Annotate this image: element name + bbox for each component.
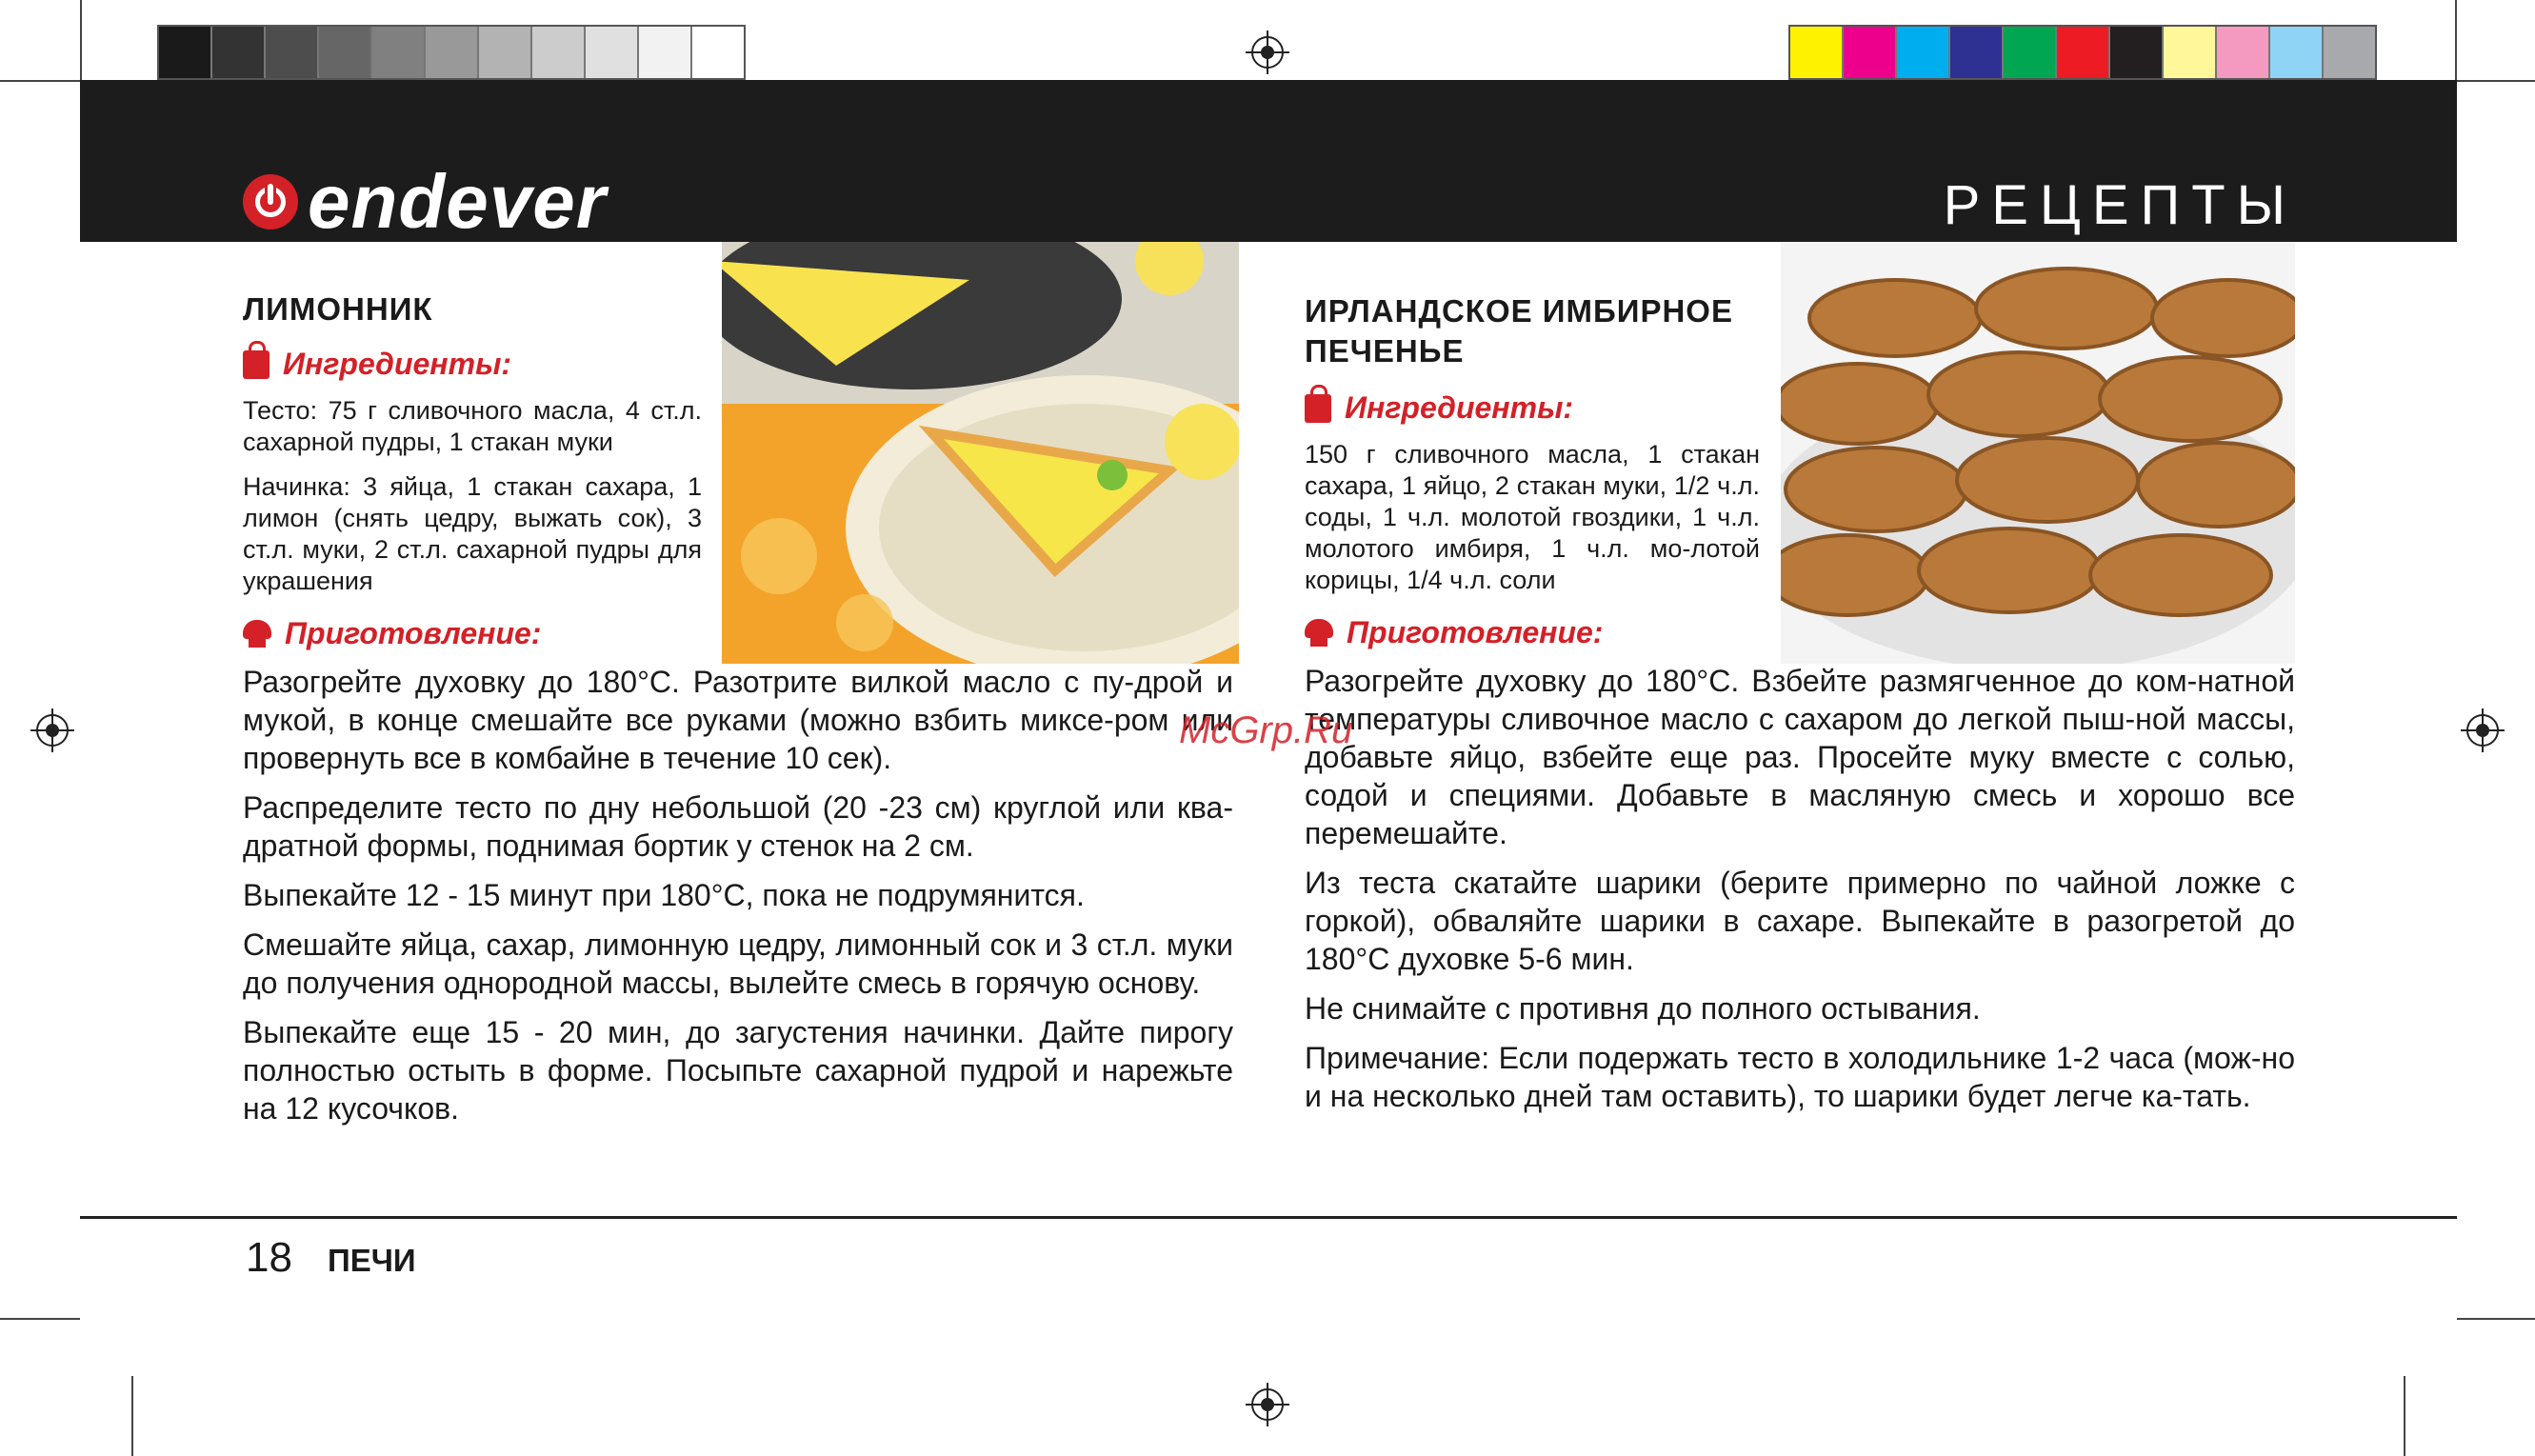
registration-mark-left bbox=[36, 714, 69, 747]
ingredients-heading-label: Ингредиенты: bbox=[283, 347, 512, 381]
crop-mark bbox=[2455, 0, 2457, 80]
color-swatch bbox=[479, 27, 532, 78]
right-recipe bbox=[1305, 291, 2295, 1115]
color-swatch-bar bbox=[1788, 25, 2377, 80]
color-swatch bbox=[1897, 27, 1950, 78]
recipe-title: ЛИМОННИК bbox=[243, 291, 433, 327]
color-swatch bbox=[159, 27, 212, 78]
color-swatch bbox=[2004, 27, 2057, 78]
crop-mark bbox=[131, 1376, 133, 1456]
shopping-bag-icon bbox=[1305, 394, 1331, 423]
page-number: 18 bbox=[246, 1234, 292, 1281]
brand-logo bbox=[243, 159, 607, 244]
preparation-heading bbox=[243, 616, 1233, 651]
color-swatch bbox=[372, 27, 426, 78]
step-text: Смешайте яйца, сахар, лимонную цедру, лимонный сок и 3 ст.л. муки до получения однородной массы, вылейте смесь в горячую основу. bbox=[243, 927, 1233, 1000]
step-text: Примечание: Если подержать тесто в холодильнике 1-2 часа (мож-но и на несколько дней там оставить), то шарики будет легче ка-тать. bbox=[1305, 1041, 2295, 1113]
crop-mark bbox=[2457, 1318, 2535, 1320]
chef-hat-icon bbox=[1305, 619, 1333, 648]
color-swatch bbox=[532, 27, 586, 78]
ingredients-list: 150 г сливочного масла, 1 стакан сахара, 1 яйцо, 2 стакан муки, 1/2 ч.л. соды, 1 ч.л. молотой гвоздики, 1 ч.л. молотого имбиря, 1 ч.л. мо-лотой корицы, 1/4 ч.л. соли bbox=[1305, 440, 1760, 594]
color-swatch bbox=[2217, 27, 2270, 78]
ingredients-dough: Тесто: 75 г сливочного масла, 4 ст.л. сахарной пудры, 1 стакан муки bbox=[243, 396, 702, 456]
step-text: Разогрейте духовку до 180°С. Разотрите вилкой масло с пу-дрой и мукой, в конце смешайте все руками (можно взбить миксе-ром или провернуть все в комбайне в течение 10 сек). bbox=[243, 665, 1233, 775]
color-swatch bbox=[426, 27, 479, 78]
power-icon bbox=[243, 174, 298, 229]
preparation-heading-label: Приготовление: bbox=[285, 616, 542, 650]
watermark: McGrp.Ru bbox=[1179, 709, 1353, 751]
preparation-heading bbox=[1305, 615, 2295, 650]
ingredients-heading bbox=[1305, 390, 2295, 426]
recipe-title: ИРЛАНДСКОЕ ИМБИРНОЕ ПЕЧЕНЬЕ bbox=[1305, 293, 1733, 369]
crop-mark bbox=[0, 80, 80, 82]
color-swatch bbox=[319, 27, 372, 78]
color-swatch bbox=[1790, 27, 1844, 78]
shopping-bag-icon bbox=[243, 350, 269, 379]
crop-mark bbox=[0, 1318, 80, 1320]
logo-text: endever bbox=[308, 159, 607, 244]
crop-mark bbox=[2404, 1376, 2405, 1456]
color-swatch bbox=[1844, 27, 1897, 78]
color-swatch bbox=[586, 27, 639, 78]
step-text: Разогрейте духовку до 180°С. Взбейте размягченное до ком-натной температуры сливочное масло с сахаром до легкой пыш-ной массы, добавьте яйцо, взбейте еще раз. Просейте муку вместе с солью, содой и специями. Добавьте в масляную смесь и хорошо все перемешайте. bbox=[1305, 664, 2295, 850]
ingredients-heading-label: Ингредиенты: bbox=[1345, 390, 1574, 425]
chef-hat-icon bbox=[243, 620, 271, 648]
color-swatch bbox=[2110, 27, 2164, 78]
color-swatch bbox=[2324, 27, 2375, 78]
registration-mark-bottom bbox=[1251, 1388, 1284, 1421]
registration-mark-right bbox=[2466, 714, 2499, 747]
color-swatch bbox=[2057, 27, 2110, 78]
color-swatch bbox=[266, 27, 319, 78]
section-title: РЕЦЕПТЫ bbox=[1943, 174, 2297, 236]
step-text: Распределите тесто по дну небольшой (20 -23 см) круглой или ква-дратной формы, поднимая бортик у стенок на 2 см. bbox=[243, 790, 1233, 863]
footer-section: ПЕЧИ bbox=[328, 1243, 416, 1278]
step-text: Выпекайте 12 - 15 минут при 180°С, пока не подрумянится. bbox=[243, 878, 1085, 912]
preparation-heading-label: Приготовление: bbox=[1347, 615, 1604, 649]
color-swatch bbox=[2164, 27, 2217, 78]
crop-mark bbox=[2457, 80, 2535, 82]
color-swatch bbox=[212, 27, 266, 78]
crop-mark bbox=[80, 0, 82, 80]
step-text: Выпекайте еще 15 - 20 мин, до загустения начинки. Дайте пирогу полностью остыть в форме. Посыпьте сахарной пудрой и нарежьте на 12 кусочков. bbox=[243, 1015, 1233, 1126]
step-text: Не снимайте с противня до полного остывания. bbox=[1305, 991, 1981, 1026]
ingredients-heading bbox=[243, 347, 1233, 382]
color-swatch bbox=[1950, 27, 2004, 78]
color-swatch bbox=[2270, 27, 2324, 78]
footer-divider bbox=[80, 1216, 2457, 1219]
step-text: Из теста скатайте шарики (берите примерно по чайной ложке с горкой), обваляйте шарики в сахаре. Выпекайте в разогретой до 180°С духовке 5-6 мин. bbox=[1305, 866, 2295, 976]
ingredients-filling: Начинка: 3 яйца, 1 стакан сахара, 1 лимон (снять цедру, выжать сок), 3 ст.л. муки, 2 ст.л. сахарной пудры для украшения bbox=[243, 472, 702, 595]
registration-mark-top bbox=[1251, 36, 1284, 69]
color-swatch bbox=[692, 27, 744, 78]
color-swatch bbox=[639, 27, 692, 78]
gray-swatch-bar bbox=[157, 25, 746, 80]
left-recipe bbox=[243, 291, 1233, 1127]
